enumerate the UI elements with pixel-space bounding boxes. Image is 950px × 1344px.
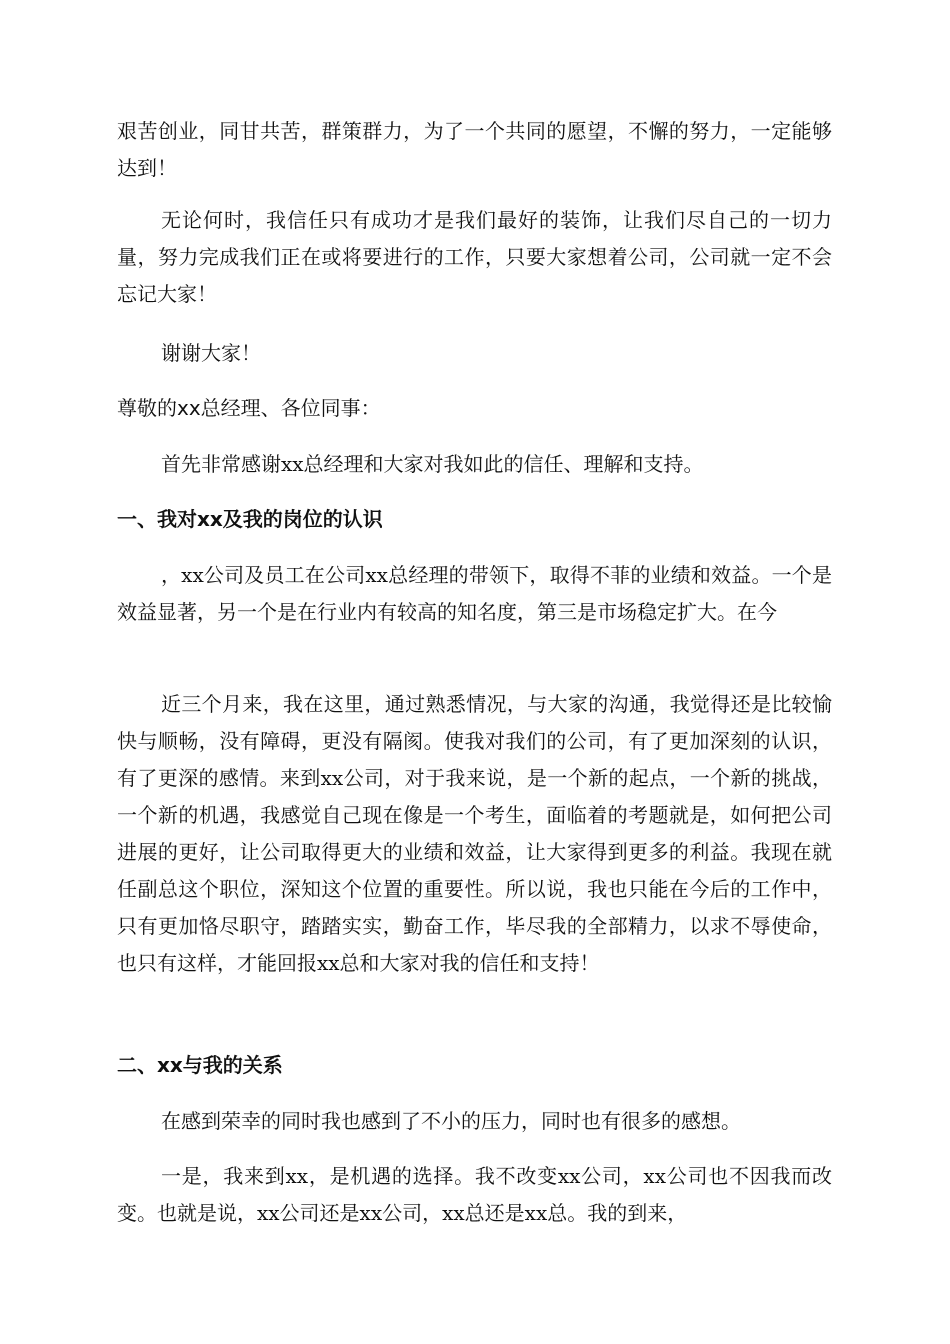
paragraph-pressure: 在感到荣幸的同时我也感到了不小的压力，同时也有很多的感想。 xyxy=(161,1109,741,1133)
section-heading-2: 二、xx与我的关系 xyxy=(117,1053,283,1077)
paragraph-recent-months: 近三个月来，我在这里，通过熟悉情况，与大家的沟通，我觉得还是比较愉快与顺畅，没有障碍，更没有隔阂。使我对我们的公司，有了更加深刻的认识，有了更深的感情。来到xx公司，对于我来说，是一个新的起点，一个新的挑战，一个新的机遇，我感觉自己现在像是一个考生，面临着的考题就是，如何把公司进展的更好，让公司取得更大的业绩和效益，让大家得到更多的利益。我现在就任副总这个职位，深知这个位置的重要性。所以说，我也只能在今后的工作中，只有更加恪尽职守，踏踏实实，勤奋工作，毕尽我的全部精力，以求不辱使命，也只有这样，才能回报xx总和大家对我的信任和支持！ xyxy=(117,692,832,975)
section-heading-1: 一、我对xx及我的岗位的认识 xyxy=(117,507,383,531)
paragraph-opportunity: 一是，我来到xx，是机遇的选择。我不改变xx公司，xx公司也不因我而改变。也就是说，xx公司还是xx公司，xx总还是xx总。我的到来， xyxy=(117,1164,832,1225)
paragraph-success: 无论何时，我信任只有成功才是我们最好的装饰，让我们尽自己的一切力量，努力完成我们正在或将要进行的工作，只要大家想着公司，公司就一定不会忘记大家！ xyxy=(117,208,832,306)
salutation: 尊敬的xx总经理、各位同事： xyxy=(117,396,381,420)
paragraph-gratitude: 首先非常感谢xx总经理和大家对我如此的信任、理解和支持。 xyxy=(161,452,704,476)
paragraph-thanks: 谢谢大家！ xyxy=(161,341,261,365)
paragraph-company-achievements: ，xx公司及员工在公司xx总经理的带领下，取得不菲的业绩和效益。一个是效益显著，另一个是在行业内有较高的知名度，第三是市场稳定扩大。在今 xyxy=(117,563,832,624)
paragraph-closing-effort: 艰苦创业，同甘共苦，群策群力，为了一个共同的愿望，不懈的努力，一定能够达到！ xyxy=(117,119,832,180)
